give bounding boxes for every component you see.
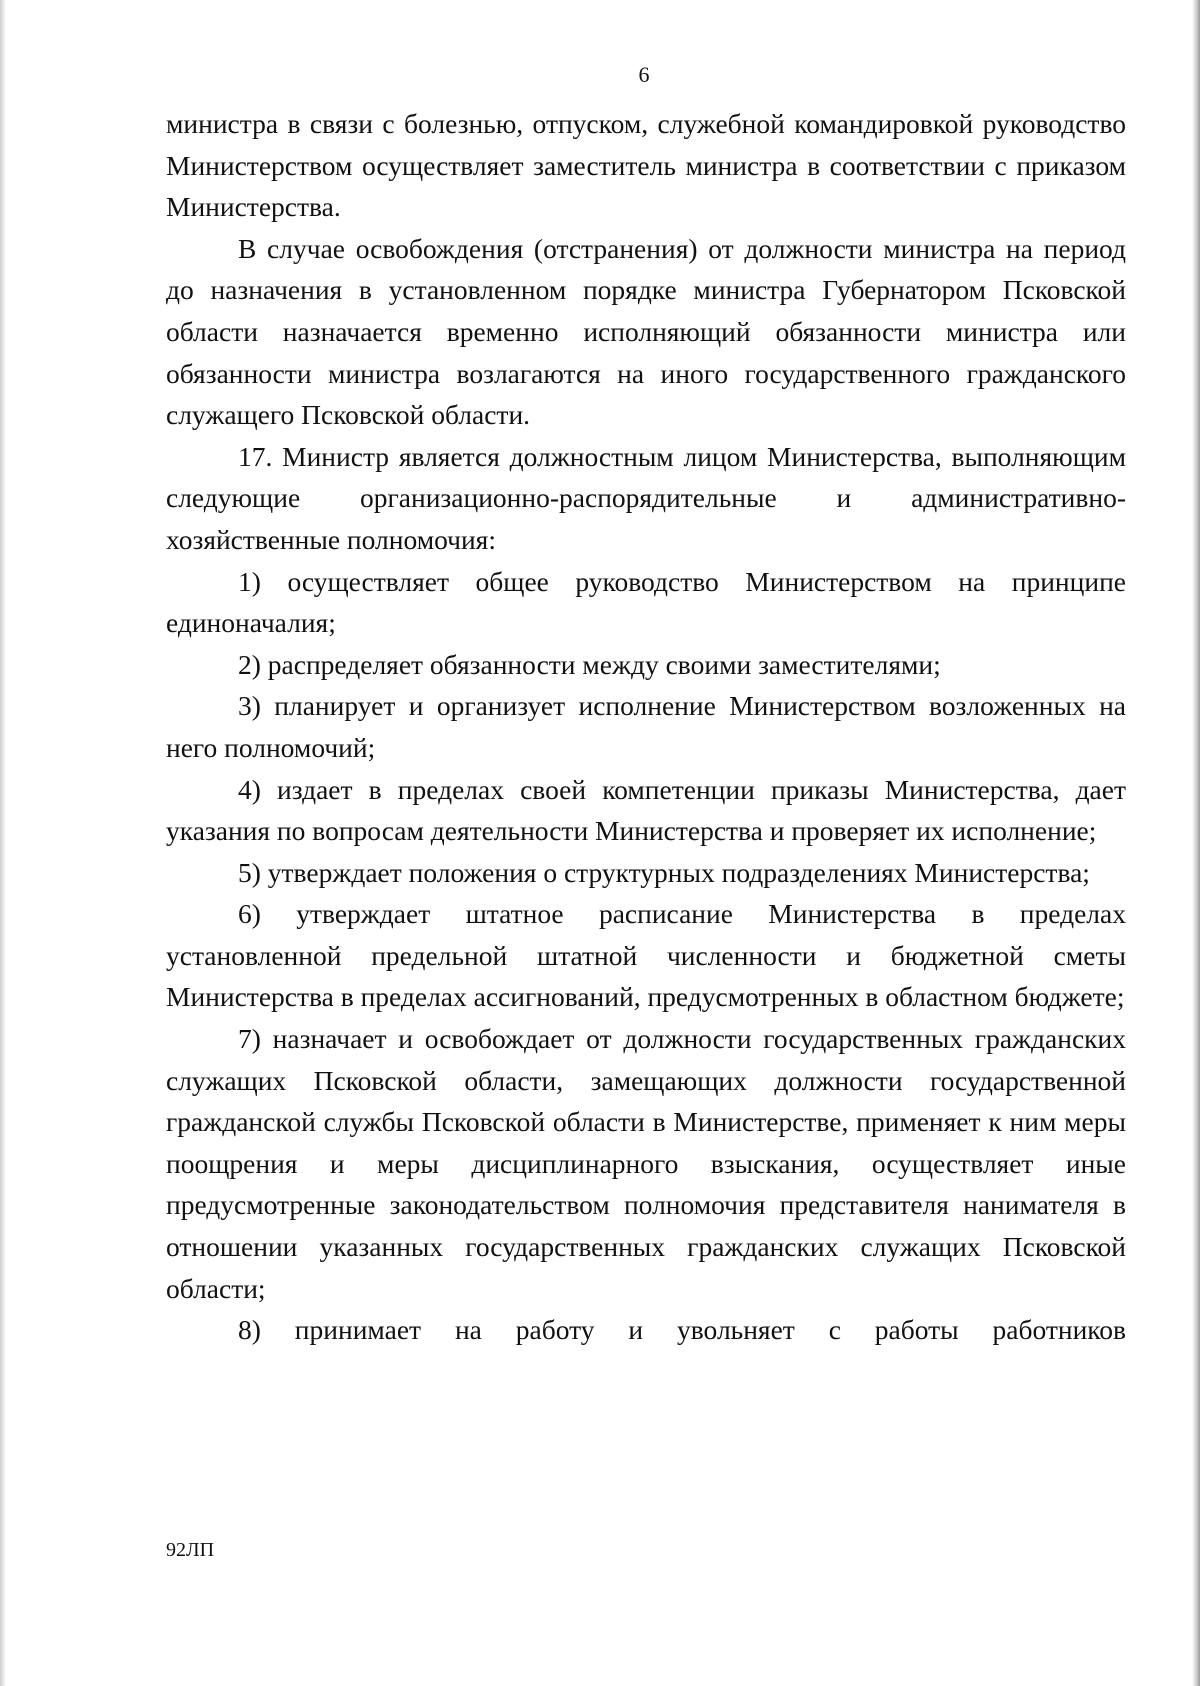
scan-edge-left (0, 0, 6, 1686)
list-item-3: 3) планирует и организует исполнение Министерством возложенных на него полномочий; (166, 690, 1126, 763)
paragraph-item-17: 17. Министр является должностным лицом Министерства, выполняющим следующие организационно-распорядительные и административно-хозяйственные полномочия: (166, 440, 1126, 555)
page-number: 6 (638, 62, 650, 87)
list-item-1: 1) осуществляет общее руководство Министерством на принципе единоначалия; (166, 565, 1126, 639)
list-item-5: 5) утверждает положения о структурных подразделениях Министерства; (238, 856, 1090, 888)
list-item-4: 4) издает в пределах своей компетенции приказы Министерства, дает указания по вопросам деятельности Министерства и проверяет их исполнение; (166, 773, 1126, 847)
list-item-8: 8) принимает на работу и увольняет с работы работников (238, 1314, 1126, 1346)
document-body (166, 103, 1126, 1351)
scan-edge-right (1192, 0, 1200, 1686)
list-item-2: 2) распределяет обязанности между своими заместителями; (238, 648, 941, 680)
paragraph-continuation: министра в связи с болезнью, отпуском, служебной командировкой руководство Министерством осуществляет заместитель министра в соответствии с приказом Министерства. (166, 108, 1126, 223)
paragraph-dismissal-case: В случае освобождения (отстранения) от должности министра на период до назначения в установленном порядке министра Губернатором Псковской области назначается временно исполняющий обязанности министра или обязанности министра возлагаются на иного государственного гражданского служащего Псковской области. (166, 232, 1126, 431)
document-footer-code: 92ЛП (166, 1539, 215, 1561)
list-item-6: 6) утверждает штатное расписание Министерства в пределах установленной предельной штатной численности и бюджетной сметы Министерства в пределах ассигнований, предусмотренных в областном бюджете; (166, 898, 1126, 1013)
list-item-7: 7) назначает и освобождает от должности государственных гражданских служащих Псковской области, замещающих должности государственной гражданской службы Псковской области в Министерстве, применяет к ним меры поощрения и меры дисциплинарного взыскания, осуществляет иные предусмотренные законодательством полномочия представителя нанимателя в отношении указанных государственных гражданских служащих Псковской области; (166, 1023, 1126, 1304)
